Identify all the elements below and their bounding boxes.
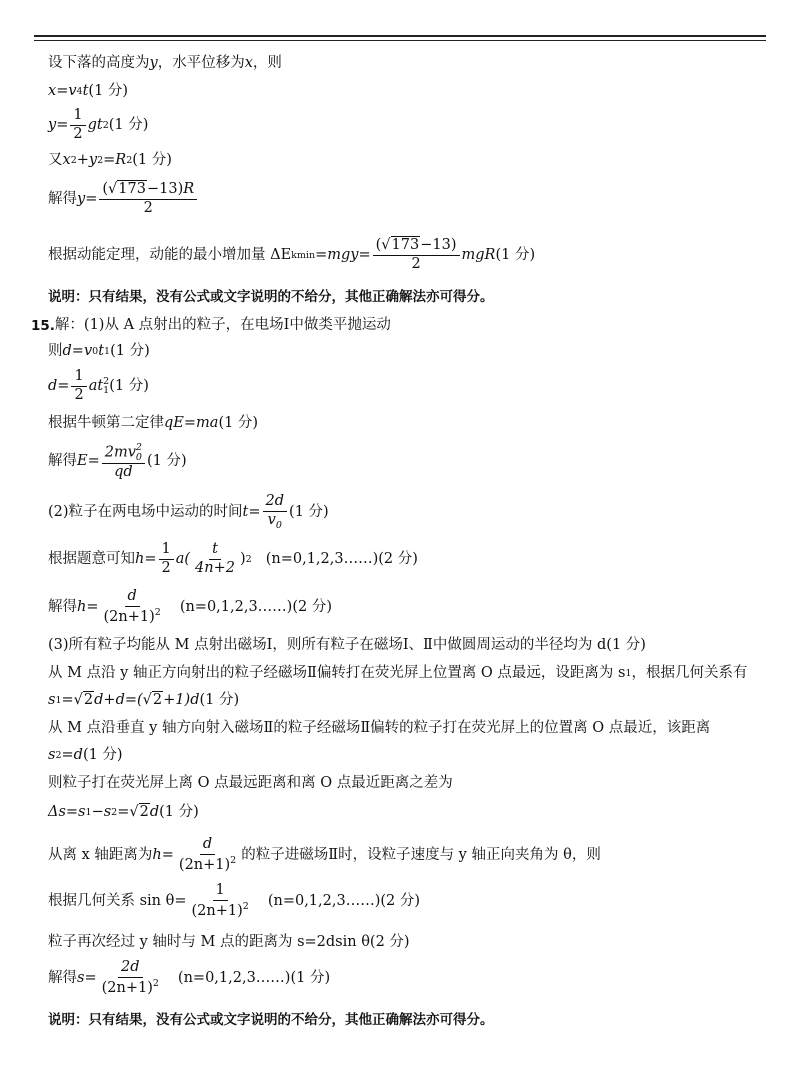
q15-h2-cond: (n=0,1,2,3……) bbox=[179, 598, 293, 615]
q15-text: 解：(1)从 A 点射出的粒子，在电场Ⅰ中做类平抛运动 bbox=[54, 317, 391, 333]
q15-s1-root2: √2 bbox=[142, 692, 163, 708]
eq-x bbox=[48, 83, 128, 100]
q15-sin-den bbox=[189, 901, 252, 920]
q15-s2-sub: 2 bbox=[55, 750, 62, 761]
eq-y-sup: 2 bbox=[102, 119, 109, 131]
q15-h1-lhs: h bbox=[135, 550, 145, 567]
var-y: y bbox=[149, 55, 158, 71]
q15-E-fraction bbox=[102, 443, 145, 481]
kinetic-open: ( bbox=[375, 237, 382, 253]
q15-from-den-text: (2n+1) bbox=[178, 856, 231, 873]
q15-s2 bbox=[48, 747, 123, 764]
q15-sin bbox=[48, 883, 420, 920]
q15-ds-lhs: Δs=s bbox=[48, 804, 86, 820]
q15-newton-eq: = bbox=[183, 415, 197, 431]
q15-far-text: 从 M 点沿 y 轴正方向射出的粒子经磁场Ⅱ偏转打在荧光屏上位置离 O 点最远，设距离为 s bbox=[48, 665, 626, 681]
header-rule-thin bbox=[34, 40, 766, 41]
q15-E-eq: = bbox=[87, 453, 100, 470]
eq-y-fraction bbox=[70, 108, 85, 143]
q15-d2-sub: 1 bbox=[103, 385, 110, 397]
q15-sin-fraction bbox=[189, 883, 252, 920]
q15-ds-sqrt: 2 bbox=[139, 804, 149, 820]
kinetic-sub: kmin bbox=[291, 249, 316, 261]
intro-text-3: ，则 bbox=[252, 55, 282, 71]
q15-h1-inner-fraction bbox=[192, 542, 238, 577]
q15-h1 bbox=[48, 542, 418, 577]
eq-x-score: (1 分) bbox=[88, 83, 129, 99]
q15-h2-den-text: (2n+1) bbox=[103, 608, 155, 625]
q15-ds-eq: = bbox=[117, 804, 130, 820]
q15-t-lhs: t bbox=[242, 503, 249, 520]
q15-h1-inum: t bbox=[209, 542, 221, 560]
eq-x-lhs: x bbox=[48, 83, 57, 99]
sol-y-lhs: y bbox=[77, 190, 86, 207]
eq-circle-equals: = bbox=[103, 152, 116, 168]
q15-h1-text: 根据题意可知 bbox=[48, 550, 135, 567]
q15-h2-den bbox=[101, 607, 164, 626]
q15-h1-cond: (n=0,1,2,3……) bbox=[265, 550, 379, 567]
q15-h1-a: a( bbox=[175, 550, 191, 567]
q15-s1-root: √2 bbox=[73, 692, 94, 708]
eq-x-sub: 4 bbox=[76, 86, 83, 97]
q15-sin-cond: (n=0,1,2,3……) bbox=[267, 892, 381, 909]
q15-d1-eq: = bbox=[71, 343, 84, 359]
q15-sol-num: 2d bbox=[118, 960, 143, 978]
sol-y-equals: = bbox=[85, 190, 98, 207]
note-1: 说明：只有结果，没有公式或文字说明的不给分，其他正确解法亦可得分。 bbox=[48, 289, 494, 305]
q15-s1-sqrt2: 2 bbox=[152, 692, 163, 708]
kinetic-text: 根据动能定理，动能的最小增加量 ΔE bbox=[48, 246, 292, 263]
q15-d2-den: 2 bbox=[74, 386, 84, 403]
q15-s1-tail: +1)d bbox=[163, 692, 200, 708]
eq-circle-sup-x: 2 bbox=[70, 155, 77, 166]
q15-h1-num: 1 bbox=[159, 542, 174, 560]
q15-ds-sub1: 1 bbox=[85, 807, 92, 818]
q15-s1-lhs: s bbox=[48, 692, 56, 708]
q15-E-scripts bbox=[136, 443, 142, 462]
q15-d1-v: v bbox=[83, 343, 93, 359]
q15-h1-close: ) bbox=[240, 550, 246, 567]
q15-newton-text: 根据牛顿第二定律 bbox=[48, 415, 164, 431]
q15-t-den-v: v bbox=[267, 511, 276, 528]
q15-s1-sqrt: 2 bbox=[83, 692, 94, 708]
eq-y-den: 2 bbox=[73, 125, 83, 142]
q15-h2-fraction bbox=[101, 589, 164, 626]
q15-from-sup: 2 bbox=[230, 854, 237, 866]
q15-far-tail: ，根据几何关系有 bbox=[631, 665, 748, 681]
q15-h1-score: (2 分) bbox=[378, 550, 418, 567]
sol-y-open: ( bbox=[102, 181, 109, 197]
q15-ds-sub2: 2 bbox=[111, 807, 118, 818]
q15-far bbox=[48, 665, 748, 682]
q15-from-den bbox=[176, 855, 239, 874]
q15-from-eq: = bbox=[161, 846, 174, 863]
q15-sol-den bbox=[99, 978, 162, 997]
eq-y-gt: gt bbox=[87, 116, 103, 133]
q15-sol-den-text: (2n+1) bbox=[101, 979, 153, 996]
q15-ds-root: √2 bbox=[129, 804, 149, 820]
q15-near: 从 M 点沿垂直 y 轴方向射入磁场Ⅱ的粒子经磁场Ⅱ偏转的粒子打在荧光屏上的位置离 O 点最近，该距离 bbox=[48, 720, 711, 736]
q15-from-num: d bbox=[200, 837, 215, 855]
q15-s1-mid: d+d=( bbox=[94, 692, 143, 708]
q15-t-fraction bbox=[263, 494, 288, 531]
q15-diff-text: 则粒子打在荧光屏上离 O 点最远距离和离 O 点最近距离之差为 bbox=[48, 775, 453, 791]
q15-sol-lhs: s bbox=[77, 969, 85, 986]
q15-d1-tsub: 1 bbox=[104, 346, 111, 357]
q15-E-lhs: E bbox=[77, 453, 88, 470]
q15-from-text: 从离 x 轴距离为 bbox=[48, 846, 153, 863]
kinetic-den: 2 bbox=[411, 255, 421, 272]
q15-header bbox=[31, 317, 391, 334]
sol-y-R: R bbox=[183, 181, 195, 197]
q15-h1-sup: 2 bbox=[245, 553, 252, 565]
q15-d1-score: (1 分) bbox=[110, 343, 150, 359]
q15-newton-qE: qE bbox=[164, 415, 184, 431]
q15-d2-eq: = bbox=[57, 377, 70, 394]
q15-d2-at: at bbox=[88, 377, 104, 394]
q15-s1 bbox=[48, 692, 239, 709]
sol-y-mid: −13) bbox=[146, 181, 184, 197]
eq-circle-sup-y: 2 bbox=[97, 155, 104, 166]
kinetic-num: (√173−13) bbox=[373, 238, 460, 256]
eq-circle-plus: + bbox=[76, 152, 89, 168]
sol-y-prefix: 解得 bbox=[48, 190, 77, 207]
q15-d1-vsub: 0 bbox=[92, 346, 99, 357]
q15-from-tail: 的粒子进磁场Ⅱ时，设粒子速度与 y 轴正向夹角为 θ，则 bbox=[241, 846, 601, 863]
q15-d1 bbox=[48, 343, 150, 360]
q15-part3: (3)所有粒子均能从 M 点射出磁场Ⅰ，则所有粒子在磁场Ⅰ、Ⅱ中做圆周运动的半径均为 d(1 分) bbox=[48, 637, 646, 653]
q15-d2-sup: 2 bbox=[103, 375, 110, 387]
eq-y-num: 1 bbox=[70, 108, 85, 126]
eq-circle-x: x bbox=[62, 152, 71, 168]
q15-t-eq: = bbox=[248, 503, 261, 520]
eq-circle-R: R bbox=[115, 152, 127, 168]
q15-ds-mid: −s bbox=[91, 804, 112, 820]
eq-y-equals: = bbox=[56, 116, 69, 133]
header-rule-thick bbox=[34, 35, 766, 37]
q15-s-line: 粒子再次经过 y 轴时与 M 点的距离为 s=2dsin θ(2 分) bbox=[48, 934, 410, 950]
q15-sol-cond: (n=0,1,2,3……) bbox=[177, 969, 291, 986]
eq-y bbox=[48, 108, 148, 143]
q15-t-score: (1 分) bbox=[289, 503, 329, 520]
q15-h2-score: (2 分) bbox=[292, 598, 332, 615]
q15-s1-eq: = bbox=[61, 692, 74, 708]
q15-E-num-text: 2mv bbox=[104, 444, 136, 461]
q15-h1-fraction bbox=[159, 542, 174, 577]
q15-ds-tail: d bbox=[149, 804, 160, 820]
q15-sol-sup: 2 bbox=[152, 977, 159, 989]
q15-sin-text: 根据几何关系 sin θ= bbox=[48, 892, 187, 909]
q15-s1-score: (1 分) bbox=[199, 692, 240, 708]
q15-d2-lhs: d bbox=[48, 377, 58, 394]
kinetic-tail: mgR bbox=[461, 246, 496, 263]
q15-t bbox=[48, 494, 329, 531]
q15-sol-prefix: 解得 bbox=[48, 969, 77, 986]
q15-t-num: 2d bbox=[263, 494, 288, 512]
q15-sin-den-text: (2n+1) bbox=[191, 902, 243, 919]
q15-h1-iden: 4n+2 bbox=[195, 559, 235, 576]
eq-circle-sup-R: 2 bbox=[126, 155, 133, 166]
q15-d2-score: (1 分) bbox=[109, 377, 149, 394]
q15-sin-score: (2 分) bbox=[380, 892, 421, 909]
q15-newton-score: (1 分) bbox=[218, 415, 259, 431]
q15-s1-sub: 1 bbox=[55, 695, 62, 706]
q15-s2-eq: =d bbox=[61, 747, 83, 763]
var-x: x bbox=[244, 55, 253, 71]
q15-E-num bbox=[102, 443, 145, 464]
sol-y-num: (√173−13)R bbox=[99, 182, 197, 200]
eq-x-equals: = bbox=[56, 83, 69, 99]
q15-sol-fraction bbox=[99, 960, 162, 997]
q15-d2 bbox=[48, 369, 149, 404]
eq-circle-prefix: 又 bbox=[48, 152, 63, 168]
eq-y-score: (1 分) bbox=[108, 116, 149, 133]
q15-sol bbox=[48, 960, 330, 997]
q15-h2-num: d bbox=[125, 589, 140, 607]
q15-sin-sup: 2 bbox=[242, 900, 249, 912]
q15-number: 15. bbox=[31, 317, 55, 334]
q15-t-den bbox=[265, 512, 285, 531]
intro-text-2: ，水平位移为 bbox=[157, 55, 245, 71]
q15-d1-t: t bbox=[98, 343, 105, 359]
q15-h1-den: 2 bbox=[161, 559, 171, 576]
q15-E-den: qd bbox=[114, 464, 133, 480]
q15-ds-score: (1 分) bbox=[159, 804, 199, 820]
q15-ds bbox=[48, 804, 199, 821]
eq-circle-y: y bbox=[88, 152, 98, 168]
q15-s2-score: (1 分) bbox=[82, 747, 123, 763]
intro-text: 设下落的高度为 bbox=[48, 55, 150, 71]
q15-h2-lhs: h bbox=[77, 598, 87, 615]
sol-y-fraction bbox=[99, 182, 197, 217]
q15-far-sub: 1 bbox=[625, 668, 632, 679]
q15-h2-prefix: 解得 bbox=[48, 598, 77, 615]
intro-line bbox=[48, 55, 282, 72]
kinetic-sqrt: 173 bbox=[391, 237, 420, 253]
q15-from-fraction bbox=[176, 837, 239, 874]
q15-E-sup: 2 bbox=[135, 442, 142, 453]
kinetic-fraction bbox=[373, 238, 460, 273]
kinetic-mid: =mgy= bbox=[315, 246, 371, 263]
note-2: 说明：只有结果，没有公式或文字说明的不给分，其他正确解法亦可得分。 bbox=[48, 1012, 494, 1028]
q15-h1-eq: = bbox=[144, 550, 157, 567]
q15-sol-score: (1 分) bbox=[290, 969, 331, 986]
sol-y-sqrt: 173 bbox=[118, 181, 146, 197]
q15-E-prefix: 解得 bbox=[48, 453, 77, 470]
q15-from bbox=[48, 837, 601, 874]
q15-d1-prefix: 则 bbox=[48, 343, 63, 359]
q15-newton-ma: ma bbox=[196, 415, 219, 431]
sol-y bbox=[48, 182, 199, 217]
q15-E-sub: 0 bbox=[135, 451, 142, 463]
eq-x-t: t bbox=[82, 83, 89, 99]
q15-from-lhs: h bbox=[152, 846, 162, 863]
q15-h2-eq: = bbox=[86, 598, 99, 615]
q15-d2-num: 1 bbox=[71, 369, 86, 387]
sol-y-den: 2 bbox=[143, 199, 153, 216]
kinetic-num-mid: −13) bbox=[420, 237, 457, 253]
q15-newton bbox=[48, 415, 258, 432]
q15-d2-fraction bbox=[71, 369, 86, 404]
q15-h2-sup: 2 bbox=[154, 606, 161, 618]
eq-x-v: v bbox=[68, 83, 77, 99]
eq-circle bbox=[48, 152, 172, 169]
q15-h2 bbox=[48, 589, 332, 626]
q15-t-text: (2)粒子在两电场中运动的时间 bbox=[48, 503, 243, 520]
q15-sin-num: 1 bbox=[213, 883, 228, 901]
q15-E-score: (1 分) bbox=[146, 453, 187, 470]
eq-y-lhs: y bbox=[48, 116, 57, 133]
eq-circle-score: (1 分) bbox=[132, 152, 172, 168]
kinetic-line bbox=[48, 238, 535, 273]
q15-t-den-sub: 0 bbox=[275, 519, 282, 531]
q15-E bbox=[48, 443, 187, 481]
q15-d1-lhs: d bbox=[62, 343, 72, 359]
q15-s2-lhs: s bbox=[48, 747, 56, 763]
kinetic-score: (1 分) bbox=[495, 246, 536, 263]
q15-sol-eq: = bbox=[84, 969, 97, 986]
